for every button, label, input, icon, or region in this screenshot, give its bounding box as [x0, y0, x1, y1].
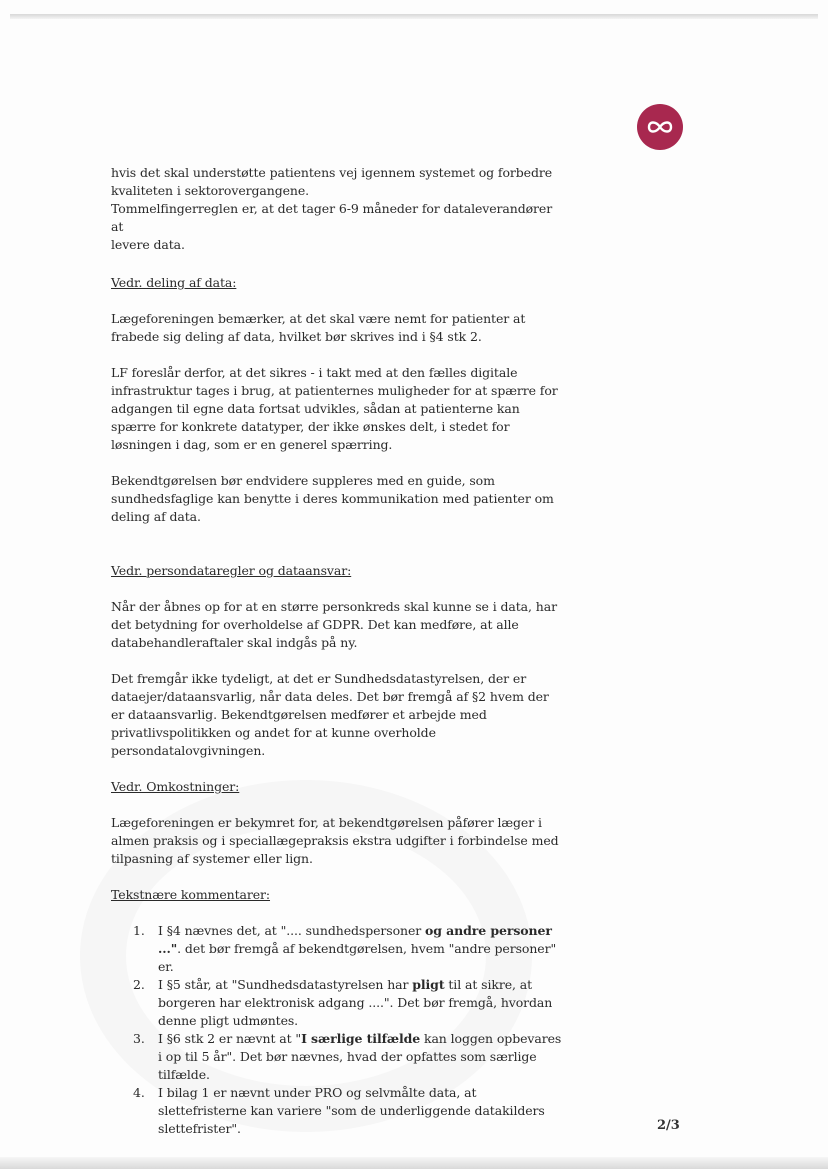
section-heading-deling: Vedr. deling af data: [111, 275, 237, 290]
section-heading-omkostninger: Vedr. Omkostninger: [111, 779, 240, 794]
list-text: I bilag 1 er nævnt under PRO og selvmålte data, at slettefristerne kan variere "som de underliggende datakilders slettefrister". [158, 1085, 545, 1136]
list-text-bold: I særlige tilfælde [301, 1031, 421, 1046]
list-number: 4. [133, 1085, 145, 1100]
list-item [111, 1030, 563, 1084]
comments-list [111, 922, 563, 1138]
section-heading-persondata: Vedr. persondataregler og dataansvar: [111, 563, 352, 578]
list-text: kan loggen opbevares i op til 5 år". Det bør nævnes, hvad der opfattes som særlige tilfælde. [158, 1031, 562, 1082]
list-number: 2. [133, 977, 145, 992]
paragraph: LF foreslår derfor, at det sikres - i takt med at den fælles digitale infrastruktur tages i brug, at patienternes muligheder for at spærre for adgangen til egne data fortsat udvikles, sådan at patienterne kan spærre for konkrete datatyper, der ikke ønskes delt, i stedet for løsningen i dag, som er en generel spærring. [111, 365, 558, 452]
intro-line-4: levere data. [111, 237, 185, 252]
intro-line-1: hvis det skal understøtte patientens vej igennem systemet og forbedre [111, 165, 553, 180]
intro-line-2: kvaliteten i sektorovergangene. [111, 183, 310, 198]
list-text: til at sikre, at borgeren har elektronisk adgang ....". Det bør fremgå, hvordan denne pligt udmøntes. [158, 977, 553, 1028]
paragraph: Lægeforeningen bemærker, at det skal være nemt for patienter at frabede sig deling af data, hvilket bør skrives ind i §4 stk 2. [111, 311, 526, 344]
scan-bottom-edge [0, 1157, 828, 1169]
body-text [111, 164, 563, 1138]
list-text-bold: pligt [412, 977, 445, 992]
intro-line-3: Tommelfingerreglen er, at det tager 6-9 måneder for dataleverandører at [111, 201, 553, 234]
list-text: I §4 nævnes det, at ".... sundhedspersoner [158, 923, 426, 938]
list-item [111, 1084, 563, 1138]
paragraph: Når der åbnes op for at en større personkreds skal kunne se i data, har det betydning for overholdelse af GDPR. Det kan medføre, at alle databehandleraftaler skal indgås på ny. [111, 599, 557, 650]
list-number: 3. [133, 1031, 145, 1046]
infinity-logo-icon [637, 104, 683, 150]
list-text-bold: og andre personer ..." [158, 923, 552, 956]
paragraph: Bekendtgørelsen bør endvidere suppleres med en guide, som sundhedsfaglige kan benytte i deres kommunikation med patienter om deling af data. [111, 473, 554, 524]
list-text: I §6 stk 2 er nævnt at " [158, 1031, 302, 1046]
paragraph: Det fremgår ikke tydeligt, at det er Sundhedsdatastyrelsen, der er dataejer/dataansvarlig, når data deles. Det bør fremgå af §2 hvem der er dataansvarlig. Bekendtgørelsen medfører et arbejde med privatlivspolitikken og andet for at kunne overholde persondatalovgivningen. [111, 671, 549, 758]
list-text: I §5 står, at "Sundhedsdatastyrelsen har [158, 977, 413, 992]
paragraph: Lægeforeningen er bekymret for, at bekendtgørelsen påfører læger i almen praksis og i speciallægepraksis ekstra udgifter i forbindelse med tilpasning af systemer eller lign. [111, 815, 559, 866]
list-item [111, 922, 563, 976]
list-item [111, 976, 563, 1030]
section-heading-tekstnaere: Tekstnære kommentarer: [111, 887, 271, 902]
list-number: 1. [133, 923, 145, 938]
scan-top-edge [10, 14, 818, 19]
page-number: 2/3 [657, 1118, 680, 1133]
list-text: . det bør fremgå af bekendtgørelsen, hvem "andre personer" er. [158, 941, 557, 974]
